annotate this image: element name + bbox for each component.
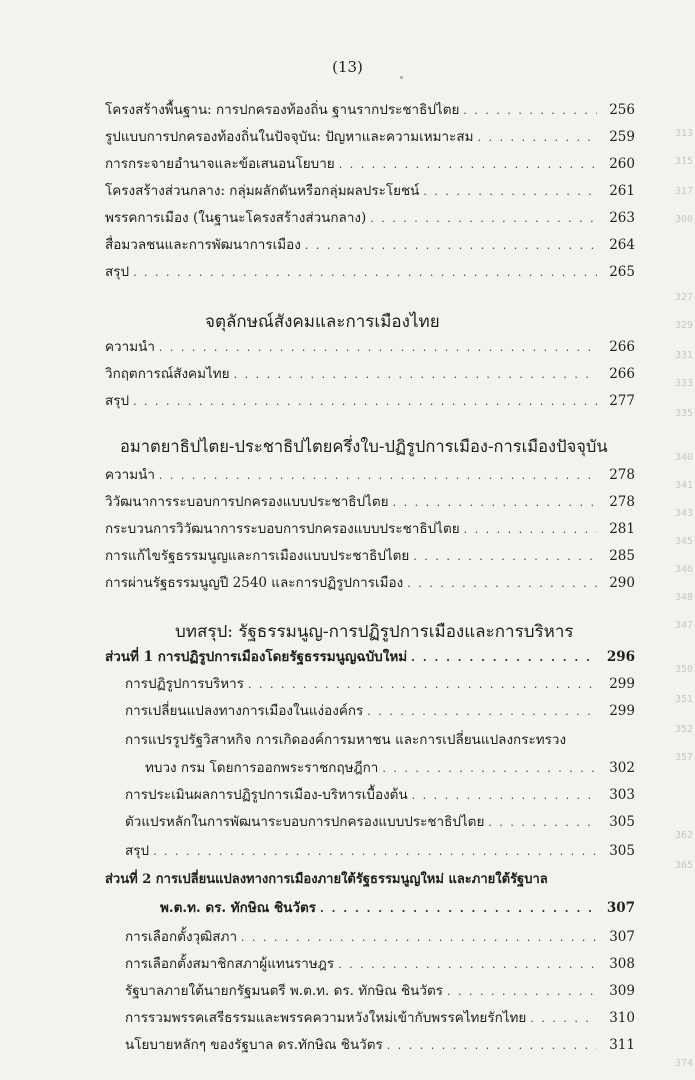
dot-leader — [464, 523, 597, 536]
toc-entry-page: 305 — [609, 814, 635, 830]
toc-entry[interactable] — [105, 463, 635, 485]
toc-entry-page: 302 — [609, 760, 635, 776]
toc-entry-page: 303 — [609, 787, 635, 803]
toc-entry-label: พรรคการเมือง (ในฐานะโครงสร้างส่วนกลาง) — [105, 210, 367, 226]
toc-entry-label: รัฐบาลภายใต้นายกรัฐมนตรี พ.ต.ท. ดร. ทักษิณ ชินวัตร — [125, 983, 444, 999]
ghost-number: 348 — [674, 592, 693, 603]
dot-leader — [463, 104, 597, 117]
dot-leader — [530, 1012, 597, 1025]
ghost-number: 343 — [674, 508, 693, 519]
ghost-number: 357 — [674, 752, 693, 763]
ghost-number: 352 — [674, 724, 693, 735]
ghost-number: 335 — [674, 408, 693, 419]
toc-entry[interactable] — [125, 672, 635, 694]
ghost-number: 333 — [674, 378, 693, 389]
toc-entry[interactable] — [105, 179, 635, 201]
dot-leader — [387, 1039, 597, 1052]
ghost-number: 346 — [674, 564, 693, 575]
toc-entry-page: 265 — [609, 264, 635, 280]
toc-part-entry[interactable] — [160, 896, 635, 918]
toc-entry-page: 290 — [609, 575, 635, 591]
toc-entry-page: 266 — [609, 366, 635, 382]
dot-leader — [248, 678, 597, 691]
toc-entry[interactable] — [105, 362, 635, 384]
toc-entry[interactable] — [105, 517, 635, 539]
ghost-number: 365 — [674, 860, 693, 871]
toc-entry-page: 299 — [609, 676, 635, 692]
toc-entry-label: ทบวง กรม โดยการออกพระราชกฤษฎีกา — [145, 760, 379, 776]
toc-entry[interactable] — [105, 260, 635, 282]
toc-entry-page: 260 — [609, 156, 635, 172]
ghost-number: 374 — [674, 1058, 693, 1069]
toc-entry-label: โครงสร้างส่วนกลาง: กลุ่มผลักดันหรือกลุ่มผลประโยชน์ — [105, 183, 420, 199]
dot-leader — [478, 131, 598, 144]
toc-entry-page: 277 — [609, 393, 635, 409]
dot-leader — [413, 550, 597, 563]
dot-leader — [241, 931, 597, 944]
ghost-number: 362 — [674, 830, 693, 841]
toc-entry[interactable] — [105, 233, 635, 255]
dot-leader — [488, 816, 597, 829]
toc-entry-label: สรุป — [105, 393, 130, 409]
toc-entry[interactable] — [105, 490, 635, 512]
dot-leader — [423, 185, 597, 198]
ghost-number: 345 — [674, 536, 693, 547]
chapter-heading: อมาตยาธิปไตย-ประชาธิปไตยครึ่งใบ-ปฏิรูปการเมือง-การเมืองปัจจุบัน — [120, 437, 608, 456]
toc-entry-label: การแก้ไขรัฐธรรมนูญและการเมืองแบบประชาธิปไตย — [105, 548, 410, 564]
toc-entry-page: 266 — [609, 339, 635, 355]
toc-entry-label: รูปแบบการปกครองท้องถิ่นในปัจจุบัน: ปัญหาและความเหมาะสม — [105, 129, 474, 145]
dot-leader — [234, 368, 597, 381]
toc-entry-label: ส่วนที่ 2 การเปลี่ยนแปลงทางการเมืองภายใต้รัฐธรรมนูญใหม่ และภายใต้รัฐบาล — [105, 872, 548, 887]
toc-entry[interactable] — [125, 839, 635, 861]
toc-entry-label: โครงสร้างพื้นฐาน: การปกครองท้องถิ่น ฐานรากประชาธิปไตย — [105, 102, 460, 118]
toc-entry-label: สรุป — [105, 264, 130, 280]
toc-entry-label: ความนำ — [105, 339, 155, 355]
toc-entry-page: 259 — [609, 129, 635, 145]
toc-entry-label: พ.ต.ท. ดร. ทักษิณ ชินวัตร — [160, 900, 316, 916]
toc-entry-label: ตัวแปรหลักในการพัฒนาระบอบการปกครองแบบประชาธิปไตย — [125, 814, 485, 830]
toc-entry[interactable] — [125, 925, 635, 947]
dot-leader — [407, 577, 597, 590]
toc-entry-page: 309 — [609, 983, 635, 999]
toc-entry[interactable] — [125, 1006, 635, 1028]
page-number: (13) — [332, 58, 363, 76]
toc-entry[interactable] — [125, 979, 635, 1001]
toc-entry-label: วิวัฒนาการระบอบการปกครองแบบประชาธิปไตย — [105, 494, 389, 510]
toc-entry-page: 299 — [609, 703, 635, 719]
toc-entry-page: 261 — [609, 183, 635, 199]
toc-entry-page: 307 — [606, 900, 635, 916]
toc-entry-page: 305 — [609, 843, 635, 859]
toc-entry-label: การประเมินผลการปฏิรูปการเมือง-บริหารเบื้องต้น — [125, 787, 408, 803]
dot-leader — [159, 469, 597, 482]
ghost-number: 327 — [674, 292, 693, 303]
toc-entry-label: การเลือกตั้งวุฒิสภา — [125, 929, 238, 945]
toc-entry[interactable] — [105, 544, 635, 566]
dot-leader — [393, 496, 597, 509]
dot-leader — [320, 902, 597, 915]
toc-entry-label: การปฏิรูปการบริหาร — [125, 676, 245, 692]
chapter-heading: จตุลักษณ์สังคมและการเมืองไทย — [205, 312, 440, 332]
ghost-number: 340 — [674, 452, 693, 463]
toc-entry-label: ส่วนที่ 1 การปฏิรูปการเมืองโดยรัฐธรรมนูญฉบับใหม่ — [105, 649, 408, 665]
ghost-number: 351 — [674, 694, 693, 705]
toc-entry-page: 307 — [609, 929, 635, 945]
toc-entry-page: 285 — [609, 548, 635, 564]
dot-leader — [153, 845, 597, 858]
toc-part-entry[interactable] — [105, 645, 635, 667]
toc-entry-page: 310 — [609, 1010, 635, 1026]
toc-entry[interactable] — [105, 98, 635, 120]
ghost-number: 317 — [674, 186, 693, 197]
toc-entry-page: 278 — [609, 467, 635, 483]
toc-entry-label: การเลือกตั้งสมาชิกสภาผู้แทนราษฎร — [125, 956, 335, 972]
toc-entry-page: 311 — [609, 1037, 635, 1053]
chapter-heading: บทสรุป: รัฐธรรมนูญ-การปฏิรูปการเมืองและการบริหาร — [175, 622, 574, 642]
paper-speck — [400, 76, 403, 79]
ghost-number: 313 — [674, 128, 693, 139]
toc-entry-page: 264 — [609, 237, 635, 253]
toc-entry[interactable] — [145, 756, 635, 778]
ghost-number: 329 — [674, 320, 693, 331]
ghost-number: 341 — [674, 480, 693, 491]
toc-entry-label: การแปรรูปรัฐวิสาหกิจ การเกิดองค์การมหาชน และการเปลี่ยนแปลงกระทรวง — [125, 732, 567, 748]
toc-entry[interactable] — [125, 783, 635, 805]
dot-leader — [382, 762, 597, 775]
dot-leader — [133, 395, 597, 408]
toc-entry-label: กระบวนการวิวัฒนาการระบอบการปกครองแบบประชาธิปไตย — [105, 521, 460, 537]
toc-entry-page: 296 — [606, 649, 635, 665]
dot-leader — [412, 789, 597, 802]
toc-entry-label: วิกฤตการณ์สังคมไทย — [105, 366, 230, 382]
toc-entry[interactable] — [125, 952, 635, 974]
toc-entry-label: ความนำ — [105, 467, 155, 483]
toc-part-entry-line1[interactable] — [105, 868, 635, 890]
toc-entry-label: การเปลี่ยนแปลงทางการเมืองในแง่องค์กร — [125, 703, 364, 719]
ghost-number: 350 — [674, 664, 693, 675]
dot-leader — [367, 705, 597, 718]
toc-entry[interactable] — [105, 335, 635, 357]
toc-entry-page: 308 — [609, 956, 635, 972]
dot-leader — [339, 158, 597, 171]
toc-entry-label: การผ่านรัฐธรรมนูญปี 2540 และการปฏิรูปการเมือง — [105, 575, 404, 591]
toc-entry-label: สรุป — [125, 843, 150, 859]
toc-entry-label: นโยบายหลักๆ ของรัฐบาล ดร.ทักษิณ ชินวัตร — [125, 1037, 383, 1053]
dot-leader — [370, 212, 597, 225]
dot-leader — [133, 266, 597, 279]
dot-leader — [447, 985, 597, 998]
toc-entry[interactable] — [105, 389, 635, 411]
toc-entry[interactable] — [125, 810, 635, 832]
dot-leader — [159, 341, 597, 354]
toc-entry-label: การกระจายอำนาจและข้อเสนอนโยบาย — [105, 156, 335, 172]
toc-entry-page: 278 — [609, 494, 635, 510]
dot-leader — [411, 651, 597, 664]
toc-entry[interactable] — [125, 1033, 635, 1055]
toc-entry-page: 256 — [609, 102, 635, 118]
toc-entry-page: 281 — [609, 521, 635, 537]
toc-entry[interactable] — [105, 152, 635, 174]
toc-entry-label: สื่อมวลชนและการพัฒนาการเมือง — [105, 237, 301, 253]
toc-entry[interactable] — [105, 206, 635, 228]
toc-entry-line1[interactable] — [125, 728, 635, 750]
ghost-number: 315 — [674, 156, 693, 167]
ghost-number: 300 — [674, 214, 693, 225]
ghost-number: 347 — [674, 620, 693, 631]
toc-entry-page: 263 — [609, 210, 635, 226]
toc-entry[interactable] — [105, 571, 635, 593]
toc-entry[interactable] — [105, 125, 635, 147]
dot-leader — [338, 958, 597, 971]
toc-entry-label: การรวมพรรคเสรีธรรมและพรรคความหวังใหม่เข้ากับพรรคไทยรักไทย — [125, 1010, 527, 1026]
dot-leader — [305, 239, 597, 252]
toc-entry[interactable] — [125, 699, 635, 721]
ghost-number: 331 — [674, 350, 693, 361]
